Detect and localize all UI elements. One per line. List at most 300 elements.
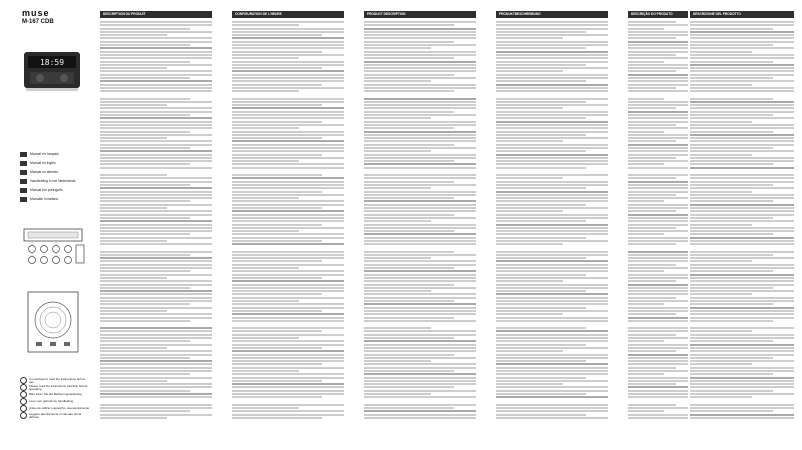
text-line <box>232 114 344 116</box>
text-line <box>364 191 476 193</box>
text-line <box>364 134 476 136</box>
text-line <box>690 407 794 409</box>
text-line <box>100 24 212 26</box>
text-line <box>496 90 608 92</box>
language-item <box>20 159 90 167</box>
text-line <box>100 61 190 63</box>
language-item <box>20 186 90 194</box>
text-line <box>496 150 586 152</box>
text-line <box>496 34 608 36</box>
text-line <box>100 98 190 100</box>
text-line <box>690 131 773 133</box>
text-line <box>232 167 344 169</box>
text-line <box>100 117 212 119</box>
text-line <box>690 284 794 286</box>
text-line <box>496 107 563 109</box>
text-line <box>496 327 586 329</box>
text-line <box>364 390 476 392</box>
text-line <box>628 114 688 116</box>
text-line <box>628 28 664 30</box>
text-line <box>690 41 794 43</box>
text-line <box>496 313 563 315</box>
text-line <box>232 230 299 232</box>
text-line <box>232 354 344 356</box>
section-header: PRODUKTBESCHREIBUNG <box>496 11 608 18</box>
text-line <box>100 34 167 36</box>
text-line <box>100 354 212 356</box>
text-line <box>232 54 344 56</box>
text-line <box>364 347 476 349</box>
text-line <box>232 204 344 206</box>
text-line <box>628 344 688 346</box>
text-line <box>690 64 794 66</box>
text-line <box>628 334 676 336</box>
text-line <box>100 57 212 59</box>
text-line <box>628 280 676 282</box>
text-line <box>496 64 586 66</box>
text-line <box>100 204 212 206</box>
text-line <box>100 303 190 305</box>
text-line <box>496 293 608 295</box>
text-line <box>100 47 212 49</box>
text-line <box>496 290 586 292</box>
text-line <box>100 144 212 146</box>
text-line <box>496 127 608 129</box>
text-line <box>232 24 299 26</box>
text-line <box>628 51 688 53</box>
text-line <box>690 154 752 156</box>
text-line <box>232 317 344 319</box>
text-line <box>628 41 688 43</box>
text-line <box>364 154 476 156</box>
text-line <box>100 230 212 232</box>
text-line <box>628 230 688 232</box>
text-line <box>100 177 212 179</box>
text-line <box>232 31 344 33</box>
text-line <box>496 320 608 322</box>
text-line <box>496 104 608 106</box>
text-line <box>364 54 476 56</box>
text-line <box>100 377 212 379</box>
text-line <box>364 330 476 332</box>
text-line <box>628 24 688 26</box>
text-line <box>364 360 431 362</box>
text-line <box>100 114 190 116</box>
text-line <box>100 64 212 66</box>
warning-icon <box>20 405 27 412</box>
text-line <box>690 57 794 59</box>
text-line <box>496 167 586 169</box>
text-line <box>690 90 794 92</box>
text-line <box>628 167 688 169</box>
text-line <box>364 317 454 319</box>
text-line <box>232 380 322 382</box>
text-line <box>690 344 794 346</box>
text-line <box>496 51 608 53</box>
text-line <box>232 330 322 332</box>
text-line <box>100 373 190 375</box>
text-line <box>232 410 344 412</box>
text-line <box>496 270 608 272</box>
text-line <box>690 277 794 279</box>
text-line <box>496 257 586 259</box>
text-line <box>496 44 608 46</box>
text-line <box>628 214 688 216</box>
text-line <box>628 74 688 76</box>
text-line <box>690 373 773 375</box>
text-line <box>100 390 190 392</box>
text-line <box>100 270 190 272</box>
text-line <box>496 197 608 199</box>
text-line <box>232 310 322 312</box>
text-line <box>364 163 476 165</box>
text-line <box>100 194 212 196</box>
text-line <box>496 254 608 256</box>
text-line <box>628 70 676 72</box>
text-line <box>232 44 344 46</box>
text-line <box>628 140 676 142</box>
text-line <box>364 220 431 222</box>
text-line <box>690 390 773 392</box>
text-line <box>232 327 344 329</box>
text-line <box>496 21 608 23</box>
text-line <box>496 227 608 229</box>
text-line <box>690 274 794 276</box>
text-line <box>100 254 190 256</box>
text-line <box>364 307 476 309</box>
text-line <box>496 70 563 72</box>
text-line <box>232 267 299 269</box>
text-line <box>628 330 688 332</box>
text-line <box>100 70 212 72</box>
text-column <box>364 10 476 420</box>
text-line <box>690 393 794 395</box>
text-line <box>364 57 454 59</box>
text-line <box>690 360 794 362</box>
text-line <box>100 350 212 352</box>
text-line <box>496 187 586 189</box>
text-line <box>628 137 688 139</box>
text-line <box>232 194 344 196</box>
text-line <box>496 220 586 222</box>
text-line <box>496 98 608 100</box>
model-number: M-167 CDB <box>22 19 54 25</box>
text-line <box>496 297 608 299</box>
text-line <box>100 107 212 109</box>
text-line <box>690 217 773 219</box>
flag-icon <box>20 161 27 166</box>
text-line <box>232 393 344 395</box>
text-line <box>100 187 212 189</box>
display-readout: 18:59 <box>39 58 65 67</box>
text-line <box>628 80 688 82</box>
text-line <box>628 313 676 315</box>
text-line <box>496 207 608 209</box>
text-line <box>364 147 476 149</box>
text-line <box>100 251 212 253</box>
text-line <box>496 101 586 103</box>
text-line <box>364 224 476 226</box>
text-line <box>628 360 688 362</box>
text-line <box>690 160 794 162</box>
text-line <box>496 410 608 412</box>
text-line <box>628 243 676 245</box>
text-line <box>690 293 752 295</box>
text-line <box>100 300 212 302</box>
text-line <box>100 407 212 409</box>
text-line <box>364 251 454 253</box>
warning-icon <box>20 398 27 405</box>
text-line <box>100 137 167 139</box>
text-line <box>100 104 167 106</box>
text-line <box>232 41 344 43</box>
text-line <box>364 293 476 295</box>
text-line <box>364 334 476 336</box>
text-line <box>364 303 476 305</box>
text-line <box>628 251 688 253</box>
section-header: CONFIGURATION DE L'HEURE <box>232 11 344 18</box>
text-line <box>496 230 608 232</box>
text-line <box>690 191 752 193</box>
text-line <box>364 44 476 46</box>
text-line <box>628 90 688 92</box>
text-line <box>496 264 608 266</box>
text-line <box>496 380 608 382</box>
text-line <box>232 104 322 106</box>
text-line <box>100 197 212 199</box>
text-line <box>496 54 608 56</box>
text-line <box>628 320 688 322</box>
front-panel-diagram <box>18 225 88 269</box>
text-line <box>496 417 608 419</box>
text-line <box>690 257 794 259</box>
text-line <box>628 350 676 352</box>
text-line <box>496 240 608 242</box>
text-line <box>232 77 344 79</box>
text-line <box>100 167 212 169</box>
text-line <box>364 243 476 245</box>
text-line <box>690 350 794 352</box>
text-line <box>628 107 676 109</box>
text-line <box>364 47 431 49</box>
text-line <box>690 396 752 398</box>
text-line <box>496 47 586 49</box>
text-line <box>496 80 586 82</box>
text-line <box>496 84 608 86</box>
text-line <box>364 363 476 365</box>
text-line <box>100 127 212 129</box>
text-line <box>690 287 773 289</box>
text-line <box>628 227 676 229</box>
text-line <box>690 157 794 159</box>
text-line <box>100 87 212 89</box>
text-line <box>364 214 454 216</box>
warning-item: Antes de utilizar o aparelho, leia atentamente <box>20 405 90 412</box>
text-line <box>364 140 476 142</box>
text-line <box>100 181 212 183</box>
text-line <box>496 214 608 216</box>
text-line <box>364 144 454 146</box>
text-line <box>232 217 344 219</box>
text-line <box>496 367 608 369</box>
text-line <box>628 184 688 186</box>
text-line <box>628 260 688 262</box>
text-line <box>232 147 344 149</box>
text-line <box>232 107 344 109</box>
text-line <box>232 127 299 129</box>
text-line <box>232 280 344 282</box>
text-line <box>100 84 212 86</box>
text-line <box>496 224 608 226</box>
text-line <box>100 414 212 416</box>
text-line <box>628 396 688 398</box>
text-line <box>232 417 322 419</box>
text-line <box>628 207 688 209</box>
text-line <box>690 320 773 322</box>
text-line <box>496 386 608 388</box>
text-line <box>100 396 212 398</box>
text-line <box>364 237 476 239</box>
text-line <box>496 67 608 69</box>
text-line <box>364 233 476 235</box>
text-line <box>628 131 664 133</box>
text-line <box>232 313 344 315</box>
text-line <box>232 191 322 193</box>
text-line <box>232 303 344 305</box>
text-line <box>364 414 476 416</box>
text-line <box>100 31 212 33</box>
text-line <box>232 220 344 222</box>
text-line <box>690 134 794 136</box>
text-line <box>232 111 344 113</box>
text-line <box>628 277 688 279</box>
text-line <box>628 147 688 149</box>
text-line <box>690 417 794 419</box>
text-line <box>496 243 563 245</box>
text-line <box>232 177 344 179</box>
text-line <box>496 310 608 312</box>
section-header: DESCRIZIONE DEL PRODOTTO <box>690 11 794 18</box>
text-line <box>628 414 688 416</box>
text-line <box>628 37 676 39</box>
text-line <box>628 317 688 319</box>
text-line <box>496 233 608 235</box>
text-line <box>496 334 608 336</box>
text-line <box>364 310 476 312</box>
text-line <box>232 357 344 359</box>
text-line <box>364 64 476 66</box>
text-line <box>100 227 212 229</box>
text-line <box>628 390 688 392</box>
text-line <box>496 330 608 332</box>
text-line <box>364 380 476 382</box>
text-line <box>364 287 476 289</box>
text-line <box>690 54 794 56</box>
text-line <box>690 194 794 196</box>
text-line <box>628 77 688 79</box>
text-line <box>100 284 212 286</box>
text-line <box>364 177 476 179</box>
text-line <box>628 290 688 292</box>
text-line <box>628 300 688 302</box>
text-line <box>364 184 476 186</box>
text-line <box>690 337 794 339</box>
warning-list <box>20 377 90 419</box>
text-line <box>496 124 608 126</box>
text-line <box>100 233 190 235</box>
text-line <box>364 393 431 395</box>
text-line <box>100 101 212 103</box>
text-line <box>690 47 794 49</box>
warning-item: Bitte lesen Sie die Bedienungsanleitung <box>20 391 90 398</box>
text-line <box>628 150 688 152</box>
back-panel-diagram <box>22 290 84 356</box>
text-line <box>628 197 688 199</box>
text-line <box>100 363 212 365</box>
text-line <box>232 367 344 369</box>
text-line <box>690 297 794 299</box>
text-line <box>496 360 586 362</box>
text-line <box>364 383 476 385</box>
text-line <box>364 67 476 69</box>
text-line <box>100 344 212 346</box>
text-line <box>690 370 794 372</box>
text-line <box>628 84 688 86</box>
section-header: DESCRIPTION DU PRODUIT <box>100 11 212 18</box>
text-line <box>628 264 676 266</box>
text-line <box>232 237 344 239</box>
text-line <box>364 320 476 322</box>
text-line <box>364 367 476 369</box>
text-line <box>232 287 344 289</box>
text-line <box>496 194 608 196</box>
text-line <box>628 267 688 269</box>
text-line <box>364 340 476 342</box>
language-item <box>20 195 90 203</box>
text-line <box>628 310 688 312</box>
text-line <box>100 280 212 282</box>
text-line <box>100 290 212 292</box>
text-line <box>100 54 212 56</box>
text-line <box>628 404 676 406</box>
text-line <box>628 410 664 412</box>
text-line <box>628 21 676 23</box>
text-line <box>100 267 212 269</box>
text-line <box>628 210 676 212</box>
text-line <box>496 57 608 59</box>
text-line <box>232 297 344 299</box>
warning-item: Please read the instructions carefully before operating <box>20 384 90 391</box>
text-line <box>690 240 794 242</box>
text-line <box>232 270 344 272</box>
text-line <box>100 200 190 202</box>
text-line <box>364 77 476 79</box>
text-line <box>364 174 476 176</box>
text-line <box>628 217 688 219</box>
text-line <box>496 404 608 406</box>
text-line <box>496 184 608 186</box>
text-line <box>690 380 794 382</box>
text-line <box>496 237 586 239</box>
text-line <box>690 354 794 356</box>
text-line <box>496 77 608 79</box>
text-line <box>690 70 794 72</box>
text-line <box>364 327 431 329</box>
text-line <box>364 204 476 206</box>
text-line <box>690 290 794 292</box>
text-line <box>628 154 688 156</box>
text-line <box>496 191 608 193</box>
